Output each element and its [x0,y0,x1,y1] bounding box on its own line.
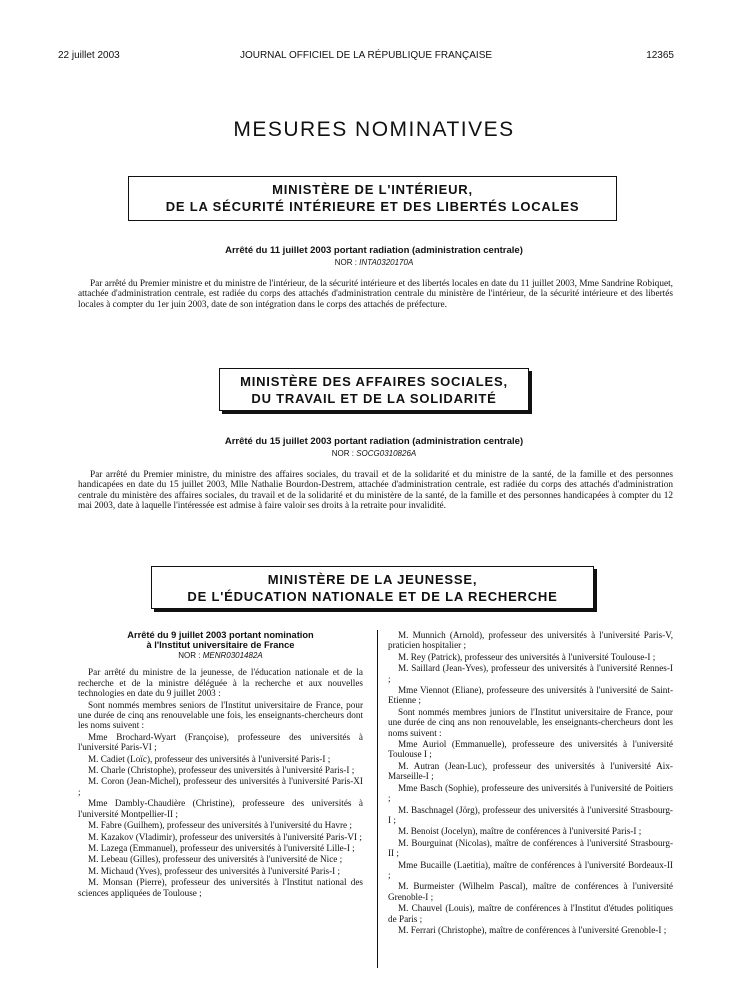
list-item: Mme Basch (Sophie), professeure des universités à l'université de Poitiers ; [388,782,673,804]
list-item: M. Coron (Jean-Michel), professeur des universités à l'université Paris-XI ; [78,776,363,797]
arrete-title-line: Arrêté du 9 juillet 2003 portant nomination [127,630,314,640]
list-item: M. Kazakov (Vladimir), professeur des universités à l'université Paris-VI ; [88,831,362,842]
nor-reference [78,651,363,661]
list-item: M. Baschnagel (Jörg), professeur des universités à l'université Strasbourg-I ; [388,804,673,825]
ministry-line: MINISTÈRE DE L'INTÉRIEUR, [272,182,473,197]
header-date: 22 juillet 2003 [58,50,120,61]
list-item: M. Chauvel (Louis), maître de conférences à l'Institut d'études politiques de Paris ; [388,903,673,924]
paragraph: Sont nommés membres seniors de l'Institut universitaire de France, pour une durée de cinq ans renouvelable une fois, les enseignants-chercheurs dont les noms suivent : [78,699,363,731]
main-title: MESURES NOMINATIVES [233,118,515,141]
left-column [78,630,363,899]
paragraph: Par arrêté du ministre de la jeunesse, de l'éducation nationale et de la recherche et de la ministre déléguée à la recherche et aux nouvelles technologies en date du 9 juillet 2003 : [78,667,363,699]
ministry-education-box [151,566,594,609]
arrete-text: Par arrêté du Premier ministre, du ministre des affaires sociales, du travail et de la solidarité et du ministre de la santé, de la famille et des personnes handicapées en date du 15 juillet 2003, Mlle Nathalie Bourdon-Destrem, attachée d'administration centrale, est radiée du corps des attachés d'administration centrale du ministère des affaires sociales, du travail et de la solidarité et du ministère de la santé, de la famille et des personnes handicapées à compter du 12 mai 2003, date à laquelle l'intéressée est admise à faire valoir ses droits à la retraite pour invalidité. [78,470,673,512]
list-item: M. Rey (Patrick), professeur des universités à l'université Toulouse-I ; [398,651,656,662]
list-item: M. Monsan (Pierre), professeur des universités à l'Institut national des sciences appliquées de Toulouse ; [78,877,363,898]
ministry-line: MINISTÈRE DE LA JEUNESSE, [267,572,478,587]
nor-code: MENR0301482A [202,651,263,660]
paragraph: Sont nommés membres juniors de l'Institut universitaire de France, pour une durée de cinq ans non renouvelable, les enseignants-chercheurs dont les noms suivent : [388,706,673,738]
ministry-interieur-box [128,176,617,221]
ministry-affaires-sociales-box [219,368,529,411]
right-column [388,630,673,936]
list-item: M. Cadiet (Loïc), professeur des universités à l'université Paris-I ; [88,753,331,764]
list-item: M. Burmeister (Wilhelm Pascal), maître de conférences à l'université Grenoble-I ; [388,881,673,902]
list-item: M. Fabre (Guilhem), professeur des universités à l'université du Havre ; [88,820,352,831]
nor-code: INTA0320170A [359,258,414,267]
nor-code: SOCG0310826A [356,449,417,458]
list-item: Mme Auriol (Emmanuelle), professeure des universités à l'université Toulouse I ; [388,739,673,760]
list-item: M. Ferrari (Christophe), maître de conférences à l'université Grenoble-I ; [398,924,667,935]
column-divider [377,630,378,968]
list-item: M. Charle (Christophe), professeur des universités à l'université Paris-I ; [88,765,355,776]
list-item: Mme Brochard-Wyart (Françoise), professeure des universités à l'université Paris-VI ; [78,731,363,753]
header-journal-title: JOURNAL OFFICIEL DE LA RÉPUBLIQUE FRANÇAISE [239,50,493,61]
nor-reference [0,449,748,458]
arrete-title [78,630,363,650]
arrete-text: Par arrêté du Premier ministre et du ministre de l'intérieur, de la sécurité intérieure et des libertés locales en date du 11 juillet 2003, Mme Sandrine Robiquet, attachée d'administration centrale, est radiée du corps des attachés d'administration centrale du ministère de l'intérieur, de la sécurité intérieure et des libertés locales à compter du 1er juin 2003, date de son intégration dans le corps des attachés de préfecture. [78,279,673,310]
nor-reference [0,258,748,267]
list-item: M. Autran (Jean-Luc), professeur des universités à l'université Aix-Marseille-I ; [388,760,673,782]
list-item: M. Bourguinat (Nicolas), maître de conférences à l'université Strasbourg-II ; [388,837,673,859]
ministry-line: DE L'ÉDUCATION NATIONALE ET DE LA RECHERCHE [187,589,558,604]
nor-label: NOR : [331,449,354,458]
list-item: M. Benoist (Jocelyn), maître de conférences à l'université Paris-I ; [398,826,642,837]
page-header [58,50,674,64]
arrete-title: Arrêté du 11 juillet 2003 portant radiation (administration centrale) [225,245,523,256]
arrete-title-line: à l'Institut universitaire de France [146,640,295,650]
ministry-line: DE LA SÉCURITÉ INTÉRIEURE ET DES LIBERTÉS LOCALES [165,199,580,214]
list-item: M. Lazega (Emmanuel), professeur des universités à l'université Lille-I ; [88,842,355,853]
list-item: M. Saillard (Jean-Yves), professeur des universités à l'université Rennes-I ; [388,663,673,684]
list-item: M. Michaud (Yves), professeur des universités à l'université Paris-I ; [88,865,341,876]
header-page-number: 12365 [646,50,674,61]
list-item: Mme Dambly-Chaudière (Christine), professeure des universités à l'université Montpellier-II ; [78,798,363,819]
list-item: Mme Bucaille (Laetitia), maître de conférences à l'université Bordeaux-II ; [388,859,673,880]
nor-label: NOR : [334,258,357,267]
ministry-line: DU TRAVAIL ET DE LA SOLIDARITÉ [251,391,497,406]
list-item: Mme Viennot (Eliane), professeure des universités à l'université de Saint-Etienne ; [388,685,673,706]
list-item: M. Lebeau (Gilles), professeur des universités à l'université de Nice ; [88,854,343,865]
list-item: M. Munnich (Arnold), professeur des universités à l'université Paris-V, praticien hospitalier ; [388,630,673,651]
ministry-line: MINISTÈRE DES AFFAIRES SOCIALES, [240,374,508,389]
nor-label: NOR : [178,651,201,660]
arrete-title: Arrêté du 15 juillet 2003 portant radiation (administration centrale) [224,436,524,447]
